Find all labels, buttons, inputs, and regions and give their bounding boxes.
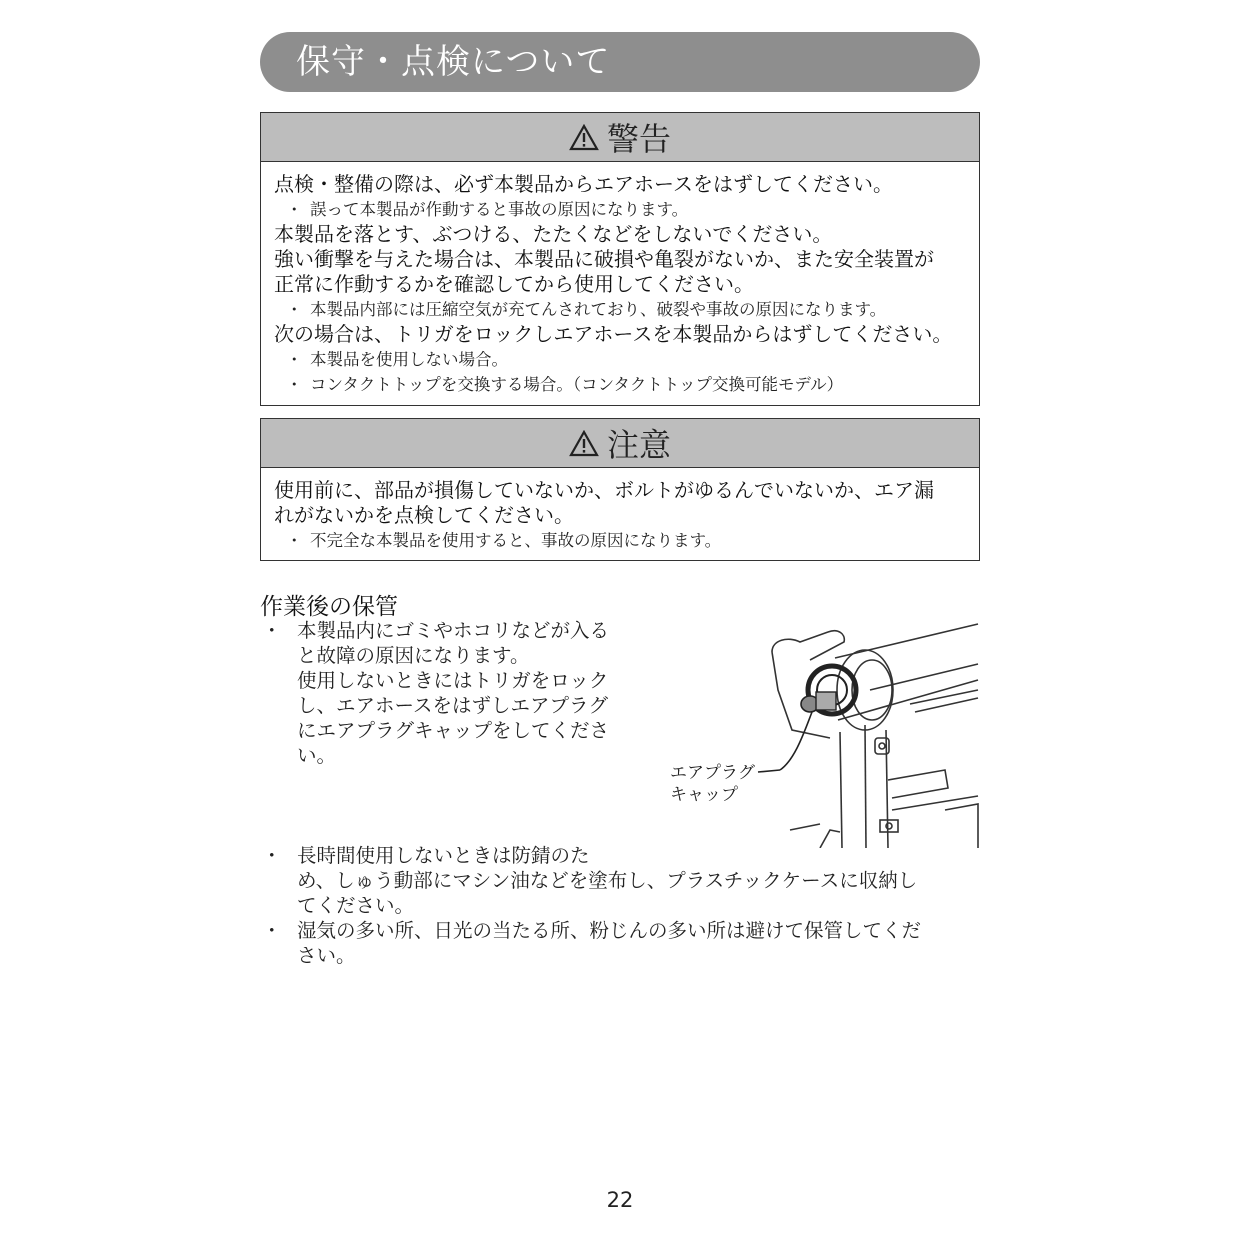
- bullet-line: い。: [297, 744, 337, 767]
- note-line: [274, 297, 967, 322]
- instruction-line: 使用前に、部品が損傷していないか、ボルトがゆるんでいないか、エア漏: [274, 478, 934, 502]
- bullet-line: 本製品内にゴミやホコリなどが入る: [297, 619, 610, 642]
- bullet-text: [297, 843, 982, 918]
- figure-label: [670, 762, 755, 806]
- warning-heading: 警告: [606, 120, 671, 158]
- note-text: 誤って本製品が作動すると事故の原因になります。: [310, 200, 689, 219]
- page-number: 22: [606, 1188, 634, 1212]
- bullet-dot: ・: [286, 531, 303, 550]
- note-text: コンタクトトップを交換する場合。（コンタクトトップ交換可能モデル）: [310, 375, 844, 394]
- bullet-line: てください。: [297, 894, 415, 917]
- note-text: 本製品を使用しない場合。: [310, 350, 508, 369]
- note-line: [274, 197, 967, 222]
- bullet-line: め、しゅう動部にマシン油などを塗布し、プラスチックケースに収納し: [297, 869, 918, 892]
- figure-label-line: エアプラグ: [670, 763, 755, 783]
- warning-body: [261, 162, 979, 405]
- note-text: 不完全な本製品を使用すると、事故の原因になります。: [310, 531, 722, 550]
- bullet-dot: ・: [286, 350, 303, 369]
- note-line: [274, 528, 967, 553]
- bullet-dot: ・: [286, 200, 303, 219]
- note-line: [274, 347, 967, 372]
- warning-triangle-icon: [569, 124, 599, 151]
- bullet-dot: ・: [262, 619, 282, 642]
- instruction-line: 正常に作動するかを確認してから使用してください。: [274, 272, 754, 296]
- instruction-line: 本製品を落とす、ぶつける、たたくなどをしないでください。: [274, 222, 833, 246]
- bullet-text: [297, 918, 982, 968]
- bullet-dot: ・: [262, 919, 282, 942]
- bullet-line: にエアプラグキャップをしてくださ: [297, 719, 610, 742]
- bullet-line: と故障の原因になります。: [297, 644, 530, 667]
- bullet-line: 湿気の多い所、日光の当たる所、粉じんの多い所は避けて保管してくだ: [297, 919, 922, 942]
- storage-bullet: [262, 918, 982, 968]
- bullet-dot: ・: [286, 300, 303, 319]
- instruction-line: れがないかを点検してください。: [274, 503, 574, 527]
- caution-box: [260, 418, 980, 561]
- caution-header: [261, 419, 979, 468]
- caution-triangle-icon: [569, 430, 599, 457]
- bullet-line: さい。: [297, 944, 356, 967]
- section-title: 保守・点検について: [260, 32, 980, 92]
- caution-body: [261, 468, 979, 561]
- bullet-line: し、エアホースをはずしエアプラグ: [297, 694, 609, 717]
- note-text: 本製品内部には圧縮空気が充てんされており、破裂や事故の原因になります。: [310, 300, 887, 319]
- bullet-line: 長時間使用しないときは防錆のた: [297, 844, 590, 867]
- storage-bullet: [262, 843, 982, 918]
- instruction-line: 強い衝撃を与えた場合は、本製品に破損や亀裂がないか、また安全装置が: [274, 247, 934, 271]
- storage-bullet: [262, 618, 642, 768]
- bullet-dot: ・: [286, 375, 303, 394]
- caution-heading: 注意: [606, 426, 671, 464]
- bullet-text: [297, 618, 642, 768]
- instruction-line: 点検・整備の際は、必ず本製品からエアホースをはずしてください。: [274, 172, 893, 196]
- storage-title: 作業後の保管: [260, 594, 398, 620]
- warning-box: [260, 112, 980, 406]
- bullet-dot: ・: [262, 844, 282, 867]
- instruction-line: 次の場合は、トリガをロックしエアホースを本製品からはずしてください。: [274, 322, 953, 346]
- bullet-line: 使用しないときにはトリガをロック: [297, 669, 609, 692]
- note-line: [274, 372, 967, 397]
- figure-label-line: キャップ: [670, 785, 738, 805]
- air-plug-cap-illustration: [660, 620, 982, 848]
- warning-header: [261, 113, 979, 162]
